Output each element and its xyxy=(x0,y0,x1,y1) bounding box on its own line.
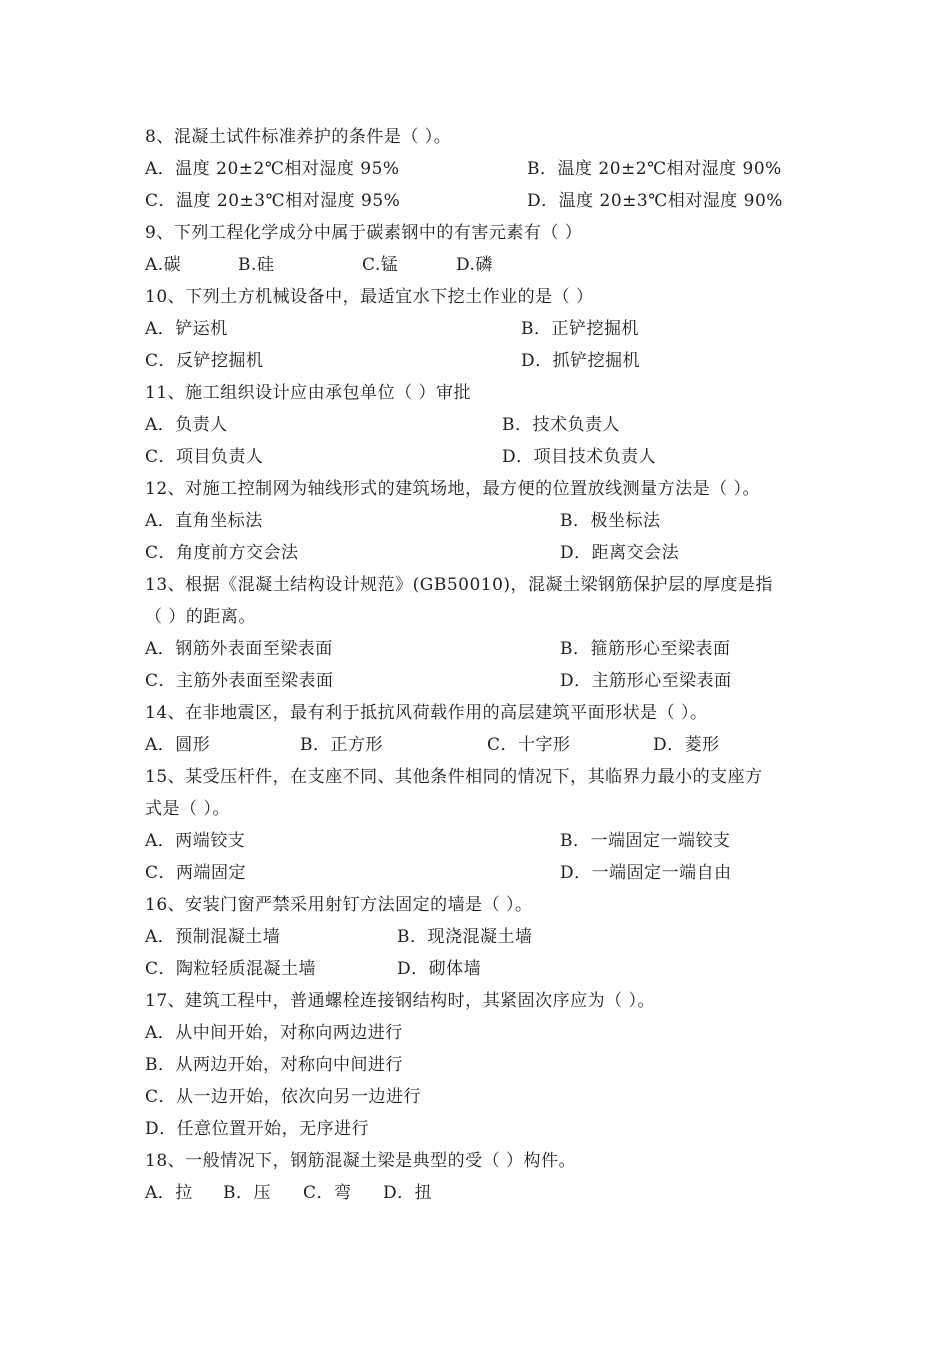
question-17-option-a: A．从中间开始，对称向两边进行 xyxy=(145,1023,403,1043)
option-d: D．项目技术负责人 xyxy=(502,447,657,467)
option-c: C.锰 xyxy=(362,255,399,275)
option-a: A．拉 xyxy=(145,1183,193,1203)
question-16-stem: 16、安装门窗严禁采用射钉方法固定的墙是（ ）。 xyxy=(145,895,533,915)
option-c: C．两端固定 xyxy=(145,863,247,883)
option-b: B．极坐标法 xyxy=(560,511,661,531)
option-a: A．温度 20±2℃相对湿度 95% xyxy=(145,159,400,179)
question-13-stem: 13、根据《混凝土结构设计规范》(GB50010)，混凝土梁钢筋保护层的厚度是指 xyxy=(145,575,774,595)
question-17-option-c: C．从一边开始，依次向另一边进行 xyxy=(145,1087,422,1107)
option-a: A．预制混凝土墙 xyxy=(145,927,281,947)
question-17-option-b: B．从两边开始，对称向中间进行 xyxy=(145,1055,403,1075)
option-a: A．钢筋外表面至梁表面 xyxy=(145,639,333,659)
option-a: A．铲运机 xyxy=(145,319,228,339)
question-17-stem: 17、建筑工程中，普通螺栓连接钢结构时，其紧固次序应为（ ）。 xyxy=(145,991,656,1011)
option-d: D．温度 20±3℃相对湿度 90% xyxy=(527,191,783,211)
option-d: D．距离交会法 xyxy=(560,543,680,563)
option-d: D．砌体墙 xyxy=(397,959,482,979)
option-c: C．十字形 xyxy=(487,735,571,755)
option-c: C．温度 20±3℃相对湿度 95% xyxy=(145,191,401,211)
option-b: B．正铲挖掘机 xyxy=(521,319,639,339)
question-18-stem: 18、一般情况下，钢筋混凝土梁是典型的受（ ）构件。 xyxy=(145,1151,577,1171)
option-d: D．扭 xyxy=(383,1183,433,1203)
question-15-stem-continued: 式是（ ）。 xyxy=(145,799,230,819)
option-d: D．抓铲挖掘机 xyxy=(521,351,641,371)
question-14-stem: 14、在非地震区，最有利于抵抗风荷载作用的高层建筑平面形状是（ ）。 xyxy=(145,703,708,723)
question-8-stem: 8、混凝土试件标准养护的条件是（ ）。 xyxy=(145,127,452,147)
question-9-stem: 9、下列工程化学成分中属于碳素钢中的有害元素有（ ） xyxy=(145,223,583,243)
option-b: B．温度 20±2℃相对湿度 90% xyxy=(527,159,782,179)
option-a: A．圆形 xyxy=(145,735,211,755)
option-c: C．反铲挖掘机 xyxy=(145,351,264,371)
option-b: B．箍筋形心至梁表面 xyxy=(560,639,731,659)
option-b: B．压 xyxy=(223,1183,271,1203)
option-c: C．弯 xyxy=(303,1183,352,1203)
question-17-option-d: D．任意位置开始，无序进行 xyxy=(145,1119,370,1139)
option-d: D．一端固定一端自由 xyxy=(560,863,732,883)
option-d: D.磷 xyxy=(456,255,493,275)
option-b: B．技术负责人 xyxy=(502,415,620,435)
option-c: C．陶粒轻质混凝土墙 xyxy=(145,959,317,979)
question-15-stem: 15、某受压杆件，在支座不同、其他条件相同的情况下，其临界力最小的支座方 xyxy=(145,767,763,787)
option-c: C．主筋外表面至梁表面 xyxy=(145,671,334,691)
question-12-stem: 12、对施工控制网为轴线形式的建筑场地，最方便的位置放线测量方法是（ ）。 xyxy=(145,479,761,499)
question-11-stem: 11、施工组织设计应由承包单位（ ）审批 xyxy=(145,383,472,403)
option-d: D．菱形 xyxy=(653,735,720,755)
option-b: B．现浇混凝土墙 xyxy=(397,927,533,947)
option-b: B.硅 xyxy=(238,255,275,275)
option-a: A．直角坐标法 xyxy=(145,511,263,531)
question-10-stem: 10、下列土方机械设备中，最适宜水下挖土作业的是（ ） xyxy=(145,287,594,307)
option-a: A．两端铰支 xyxy=(145,831,246,851)
option-c: C．项目负责人 xyxy=(145,447,264,467)
option-b: B．正方形 xyxy=(300,735,383,755)
option-a: A．负责人 xyxy=(145,415,228,435)
option-c: C．角度前方交会法 xyxy=(145,543,299,563)
option-a: A.碳 xyxy=(145,255,182,275)
option-d: D．主筋形心至梁表面 xyxy=(560,671,732,691)
question-13-stem-continued: （ ）的距离。 xyxy=(145,607,256,627)
option-b: B．一端固定一端铰支 xyxy=(560,831,731,851)
